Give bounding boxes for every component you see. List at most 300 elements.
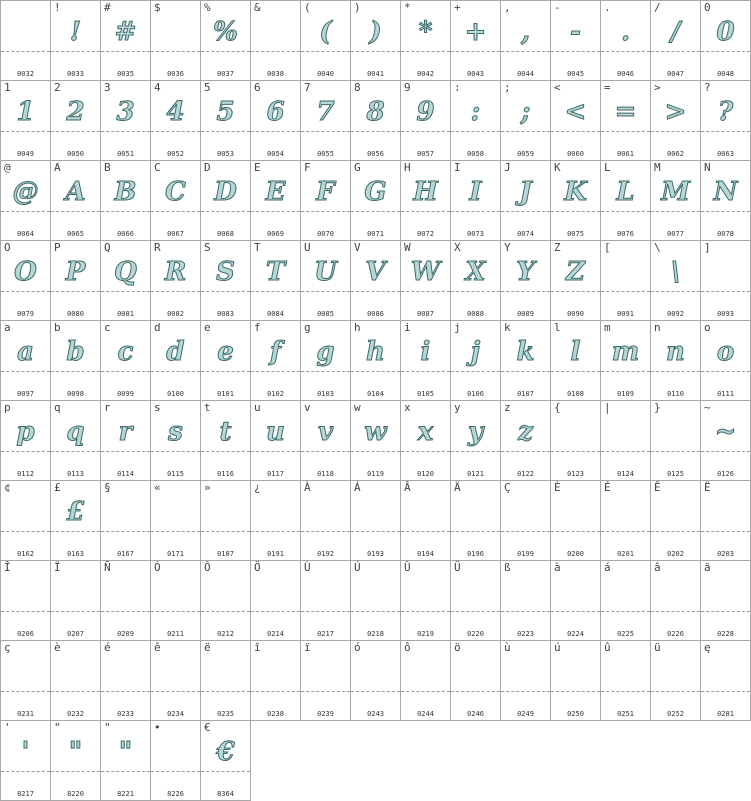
glyph-sample: : bbox=[470, 97, 481, 127]
glyph-cell bbox=[500, 640, 551, 721]
character-label: 2 bbox=[54, 81, 61, 94]
glyph-sample: + bbox=[464, 17, 487, 47]
char-code-label: 0120 bbox=[417, 470, 434, 478]
char-code-label: 0250 bbox=[567, 710, 584, 718]
character-label: " bbox=[104, 721, 111, 734]
character-label: m bbox=[604, 321, 611, 334]
baseline-divider bbox=[351, 131, 400, 132]
char-code-label: 0212 bbox=[217, 630, 234, 638]
character-label: T bbox=[254, 241, 261, 254]
character-label: s bbox=[154, 401, 161, 414]
char-code-label: 0246 bbox=[467, 710, 484, 718]
baseline-divider bbox=[101, 291, 150, 292]
baseline-divider bbox=[501, 611, 550, 612]
baseline-divider bbox=[151, 291, 200, 292]
glyph-sample bbox=[1, 575, 50, 609]
glyph-cell bbox=[100, 640, 151, 721]
char-code-label: 0070 bbox=[317, 230, 334, 238]
glyph-cell bbox=[100, 560, 151, 641]
character-label: ù bbox=[504, 641, 511, 654]
glyph-cell bbox=[550, 160, 601, 241]
glyph-cell bbox=[550, 400, 601, 481]
character-label: ä bbox=[704, 561, 711, 574]
glyph-cell bbox=[550, 320, 601, 401]
char-code-label: 0097 bbox=[17, 390, 34, 398]
baseline-divider bbox=[151, 531, 200, 532]
char-code-label: 0123 bbox=[567, 470, 584, 478]
baseline-divider bbox=[551, 291, 600, 292]
glyph-cell bbox=[150, 720, 201, 801]
character-label: À bbox=[304, 481, 311, 494]
character-label: V bbox=[354, 241, 361, 254]
character-label: K bbox=[554, 161, 561, 174]
glyph-sample: Z bbox=[566, 257, 585, 287]
character-label: t bbox=[204, 401, 211, 414]
character-label: ( bbox=[304, 1, 311, 14]
character-label: M bbox=[654, 161, 661, 174]
baseline-divider bbox=[601, 211, 650, 212]
baseline-divider bbox=[201, 531, 250, 532]
glyph-sample: 5 bbox=[216, 97, 235, 127]
character-label: € bbox=[204, 721, 211, 734]
glyph-sample bbox=[601, 575, 650, 609]
char-code-label: 0114 bbox=[117, 470, 134, 478]
character-label: / bbox=[654, 1, 661, 14]
glyph-sample bbox=[301, 575, 350, 609]
glyph-sample bbox=[151, 495, 200, 529]
glyph-sample: I bbox=[469, 177, 482, 207]
glyph-sample: * bbox=[418, 17, 433, 47]
char-code-label: 0111 bbox=[717, 390, 734, 398]
glyph-cell bbox=[500, 0, 551, 81]
char-code-label: 0167 bbox=[117, 550, 134, 558]
char-code-label: 0124 bbox=[617, 470, 634, 478]
glyph-cell bbox=[550, 240, 601, 321]
baseline-divider bbox=[251, 451, 300, 452]
character-label: % bbox=[204, 1, 211, 14]
glyph-sample bbox=[701, 255, 750, 289]
glyph-cell bbox=[550, 0, 601, 81]
glyph-cell bbox=[50, 80, 101, 161]
glyph-cell bbox=[500, 560, 551, 641]
baseline-divider bbox=[451, 131, 500, 132]
char-code-label: 0200 bbox=[567, 550, 584, 558]
baseline-divider bbox=[101, 771, 150, 772]
char-code-label: 0125 bbox=[667, 470, 684, 478]
glyph-cell bbox=[600, 320, 651, 401]
glyph-sample bbox=[101, 655, 150, 689]
glyph-sample bbox=[601, 655, 650, 689]
glyph-cell bbox=[400, 240, 451, 321]
char-code-label: 0171 bbox=[167, 550, 184, 558]
glyph-sample bbox=[51, 655, 100, 689]
character-label: D bbox=[204, 161, 211, 174]
char-code-label: 0281 bbox=[717, 710, 734, 718]
char-code-label: 0234 bbox=[167, 710, 184, 718]
character-label: è bbox=[54, 641, 61, 654]
baseline-divider bbox=[651, 371, 700, 372]
character-label: u bbox=[254, 401, 261, 414]
character-label: ü bbox=[654, 641, 661, 654]
glyph-sample: ; bbox=[520, 97, 531, 127]
glyph-sample: C bbox=[165, 177, 186, 207]
char-code-label: 0074 bbox=[517, 230, 534, 238]
glyph-cell bbox=[250, 80, 301, 161]
char-code-label: 0203 bbox=[717, 550, 734, 558]
glyph-sample bbox=[501, 575, 550, 609]
character-label: a bbox=[4, 321, 11, 334]
baseline-divider bbox=[651, 131, 700, 132]
character-label: R bbox=[154, 241, 161, 254]
baseline-divider bbox=[151, 211, 200, 212]
baseline-divider bbox=[51, 371, 100, 372]
glyph-sample: h bbox=[366, 337, 385, 367]
baseline-divider bbox=[51, 531, 100, 532]
baseline-divider bbox=[601, 371, 650, 372]
baseline-divider bbox=[501, 291, 550, 292]
glyph-cell bbox=[700, 320, 751, 401]
glyph-sample bbox=[451, 575, 500, 609]
baseline-divider bbox=[151, 371, 200, 372]
baseline-divider bbox=[1, 131, 50, 132]
baseline-divider bbox=[101, 611, 150, 612]
char-code-label: 0223 bbox=[517, 630, 534, 638]
character-label: Ë bbox=[704, 481, 711, 494]
glyph-cell bbox=[250, 480, 301, 561]
baseline-divider bbox=[651, 51, 700, 52]
glyph-sample: r bbox=[118, 417, 133, 447]
character-label: e bbox=[204, 321, 211, 334]
baseline-divider bbox=[701, 611, 750, 612]
baseline-divider bbox=[1, 771, 50, 772]
character-label: G bbox=[354, 161, 361, 174]
baseline-divider bbox=[1, 451, 50, 452]
char-code-label: 0071 bbox=[367, 230, 384, 238]
character-label: Q bbox=[104, 241, 111, 254]
baseline-divider bbox=[51, 451, 100, 452]
glyph-cell bbox=[200, 400, 251, 481]
baseline-divider bbox=[151, 771, 200, 772]
baseline-divider bbox=[301, 451, 350, 452]
glyph-cell bbox=[50, 560, 101, 641]
glyph-sample: 1 bbox=[16, 97, 35, 127]
glyph-sample: x bbox=[417, 417, 434, 447]
glyph-sample bbox=[601, 495, 650, 529]
char-code-label: 0092 bbox=[667, 310, 684, 318]
char-code-label: 0077 bbox=[667, 230, 684, 238]
glyph-cell bbox=[700, 640, 751, 721]
character-label: Ï bbox=[54, 561, 61, 574]
glyph-cell bbox=[0, 320, 51, 401]
glyph-sample: W bbox=[410, 257, 441, 287]
baseline-divider bbox=[551, 51, 600, 52]
character-label: + bbox=[454, 1, 461, 14]
glyph-cell bbox=[450, 640, 501, 721]
glyph-sample: Y bbox=[516, 257, 535, 287]
glyph-sample bbox=[401, 655, 450, 689]
glyph-cell bbox=[150, 400, 201, 481]
glyph-cell bbox=[200, 80, 251, 161]
baseline-divider bbox=[601, 691, 650, 692]
glyph-sample: o bbox=[716, 337, 735, 367]
character-label: £ bbox=[54, 481, 61, 494]
glyph-sample: < bbox=[564, 97, 587, 127]
character-label: ? bbox=[704, 81, 711, 94]
baseline-divider bbox=[351, 291, 400, 292]
character-label: Ù bbox=[304, 561, 311, 574]
baseline-divider bbox=[551, 451, 600, 452]
baseline-divider bbox=[451, 291, 500, 292]
glyph-cell bbox=[600, 480, 651, 561]
character-label: P bbox=[54, 241, 61, 254]
char-code-label: 0206 bbox=[17, 630, 34, 638]
char-code-label: 0050 bbox=[67, 150, 84, 158]
baseline-divider bbox=[251, 51, 300, 52]
glyph-sample bbox=[551, 495, 600, 529]
baseline-divider bbox=[51, 211, 100, 212]
baseline-divider bbox=[1, 291, 50, 292]
char-code-label: 0105 bbox=[417, 390, 434, 398]
character-label: g bbox=[304, 321, 311, 334]
glyph-sample bbox=[1, 495, 50, 529]
baseline-divider bbox=[201, 51, 250, 52]
char-code-label: 0119 bbox=[367, 470, 384, 478]
glyph-sample: F bbox=[316, 177, 335, 207]
char-code-label: 0035 bbox=[117, 70, 134, 78]
character-label: » bbox=[204, 481, 211, 494]
baseline-divider bbox=[301, 691, 350, 692]
glyph-cell bbox=[150, 320, 201, 401]
baseline-divider bbox=[251, 531, 300, 532]
glyph-cell bbox=[0, 80, 51, 161]
glyph-sample bbox=[651, 415, 700, 449]
char-code-label: 0049 bbox=[17, 150, 34, 158]
baseline-divider bbox=[451, 371, 500, 372]
glyph-sample bbox=[501, 655, 550, 689]
char-code-label: 0113 bbox=[67, 470, 84, 478]
glyph-sample bbox=[351, 495, 400, 529]
character-label: n bbox=[654, 321, 661, 334]
glyph-sample bbox=[201, 655, 250, 689]
glyph-cell bbox=[200, 160, 251, 241]
baseline-divider bbox=[101, 371, 150, 372]
glyph-sample bbox=[1, 655, 50, 689]
character-label: Y bbox=[504, 241, 511, 254]
glyph-sample: N bbox=[713, 177, 738, 207]
character-label: N bbox=[704, 161, 711, 174]
glyph-cell bbox=[350, 80, 401, 161]
baseline-divider bbox=[551, 691, 600, 692]
baseline-divider bbox=[51, 291, 100, 292]
glyph-sample: 0 bbox=[716, 17, 735, 47]
baseline-divider bbox=[401, 691, 450, 692]
glyph-cell bbox=[650, 160, 701, 241]
baseline-divider bbox=[401, 51, 450, 52]
baseline-divider bbox=[401, 291, 450, 292]
glyph-sample: L bbox=[616, 177, 635, 207]
char-code-label: 0076 bbox=[617, 230, 634, 238]
char-code-label: 0192 bbox=[317, 550, 334, 558]
baseline-divider bbox=[301, 371, 350, 372]
char-code-label: 0104 bbox=[367, 390, 384, 398]
glyph-sample bbox=[401, 575, 450, 609]
glyph-cell bbox=[100, 400, 151, 481]
glyph-cell bbox=[300, 240, 351, 321]
glyph-cell bbox=[650, 640, 701, 721]
glyph-cell bbox=[650, 320, 701, 401]
baseline-divider bbox=[501, 691, 550, 692]
glyph-sample bbox=[301, 655, 350, 689]
char-code-label: 0201 bbox=[617, 550, 634, 558]
char-code-label: 0243 bbox=[367, 710, 384, 718]
glyph-sample: P bbox=[65, 257, 86, 287]
char-code-label: 0040 bbox=[317, 70, 334, 78]
baseline-divider bbox=[251, 611, 300, 612]
character-label: U bbox=[304, 241, 311, 254]
char-code-label: 0066 bbox=[117, 230, 134, 238]
glyph-cell bbox=[500, 400, 551, 481]
glyph-cell bbox=[150, 0, 201, 81]
glyph-sample: . bbox=[620, 17, 631, 47]
glyph-sample bbox=[151, 735, 200, 769]
glyph-sample: a bbox=[17, 337, 34, 367]
baseline-divider bbox=[251, 371, 300, 372]
baseline-divider bbox=[101, 51, 150, 52]
char-code-label: 8364 bbox=[217, 790, 234, 798]
glyph-cell bbox=[700, 240, 751, 321]
character-label: F bbox=[304, 161, 311, 174]
character-label: ß bbox=[504, 561, 511, 574]
baseline-divider bbox=[451, 531, 500, 532]
glyph-sample bbox=[551, 655, 600, 689]
glyph-sample: u bbox=[266, 417, 285, 447]
char-code-label: 0038 bbox=[267, 70, 284, 78]
glyph-cell bbox=[0, 560, 51, 641]
character-label: & bbox=[254, 1, 261, 14]
glyph-sample bbox=[151, 15, 200, 49]
character-label: î bbox=[254, 641, 261, 654]
glyph-cell bbox=[50, 0, 101, 81]
character-label: ô bbox=[404, 641, 411, 654]
glyph-cell bbox=[150, 240, 201, 321]
char-code-label: 0218 bbox=[367, 630, 384, 638]
baseline-divider bbox=[401, 531, 450, 532]
char-code-label: 0081 bbox=[117, 310, 134, 318]
glyph-sample: = bbox=[614, 97, 637, 127]
baseline-divider bbox=[201, 771, 250, 772]
glyph-cell bbox=[550, 640, 601, 721]
baseline-divider bbox=[101, 691, 150, 692]
char-code-label: 0207 bbox=[67, 630, 84, 638]
glyph-cell bbox=[250, 0, 301, 81]
glyph-cell bbox=[600, 160, 651, 241]
glyph-sample: 7 bbox=[316, 97, 335, 127]
character-label: X bbox=[454, 241, 461, 254]
char-code-label: 0089 bbox=[517, 310, 534, 318]
baseline-divider bbox=[501, 371, 550, 372]
baseline-divider bbox=[1, 531, 50, 532]
baseline-divider bbox=[601, 131, 650, 132]
glyph-cell bbox=[350, 400, 401, 481]
glyph-sample: O bbox=[14, 257, 37, 287]
char-code-label: 8217 bbox=[17, 790, 34, 798]
char-code-label: 0116 bbox=[217, 470, 234, 478]
baseline-divider bbox=[651, 211, 700, 212]
glyph-sample bbox=[251, 575, 300, 609]
char-code-label: 0196 bbox=[467, 550, 484, 558]
baseline-divider bbox=[201, 451, 250, 452]
glyph-sample bbox=[1, 15, 50, 49]
character-label: S bbox=[204, 241, 211, 254]
char-code-label: 0043 bbox=[467, 70, 484, 78]
glyph-sample bbox=[251, 15, 300, 49]
character-label: < bbox=[554, 81, 561, 94]
glyph-cell bbox=[700, 400, 751, 481]
glyph-sample: B bbox=[114, 177, 137, 207]
baseline-divider bbox=[401, 611, 450, 612]
character-label: - bbox=[554, 1, 561, 14]
char-code-label: 0065 bbox=[67, 230, 84, 238]
glyph-sample: € bbox=[216, 737, 235, 767]
char-code-label: 0163 bbox=[67, 550, 84, 558]
character-label: 5 bbox=[204, 81, 211, 94]
baseline-divider bbox=[251, 131, 300, 132]
baseline-divider bbox=[301, 131, 350, 132]
glyph-cell bbox=[650, 0, 701, 81]
glyph-sample: c bbox=[117, 337, 134, 367]
glyph-sample: ' bbox=[21, 737, 30, 767]
glyph-sample: " bbox=[68, 737, 83, 767]
glyph-cell bbox=[350, 160, 401, 241]
glyph-sample: @ bbox=[12, 177, 39, 207]
character-label: 3 bbox=[104, 81, 111, 94]
baseline-divider bbox=[501, 51, 550, 52]
glyph-sample: U bbox=[314, 257, 337, 287]
glyph-sample bbox=[201, 575, 250, 609]
glyph-cell bbox=[650, 480, 701, 561]
glyph-sample bbox=[551, 415, 600, 449]
glyph-cell bbox=[350, 480, 401, 561]
character-label: • bbox=[154, 721, 161, 734]
baseline-divider bbox=[1, 51, 50, 52]
character-label: z bbox=[504, 401, 511, 414]
glyph-cell bbox=[650, 560, 701, 641]
character-label: b bbox=[54, 321, 61, 334]
character-label: 1 bbox=[4, 81, 11, 94]
char-code-label: 0202 bbox=[667, 550, 684, 558]
character-label: ú bbox=[554, 641, 561, 654]
glyph-sample bbox=[651, 655, 700, 689]
char-code-label: 0109 bbox=[617, 390, 634, 398]
glyph-cell bbox=[400, 640, 451, 721]
character-label: á bbox=[604, 561, 611, 574]
char-code-label: 8226 bbox=[167, 790, 184, 798]
glyph-cell bbox=[150, 80, 201, 161]
glyph-cell bbox=[450, 480, 501, 561]
baseline-divider bbox=[201, 611, 250, 612]
baseline-divider bbox=[451, 211, 500, 212]
baseline-divider bbox=[501, 131, 550, 132]
glyph-cell bbox=[450, 400, 501, 481]
glyph-sample: / bbox=[670, 17, 681, 47]
char-code-label: 0228 bbox=[717, 630, 734, 638]
glyph-sample bbox=[701, 495, 750, 529]
glyph-cell bbox=[700, 560, 751, 641]
glyph-cell bbox=[100, 160, 151, 241]
glyph-cell bbox=[50, 640, 101, 721]
baseline-divider bbox=[51, 771, 100, 772]
baseline-divider bbox=[351, 611, 400, 612]
